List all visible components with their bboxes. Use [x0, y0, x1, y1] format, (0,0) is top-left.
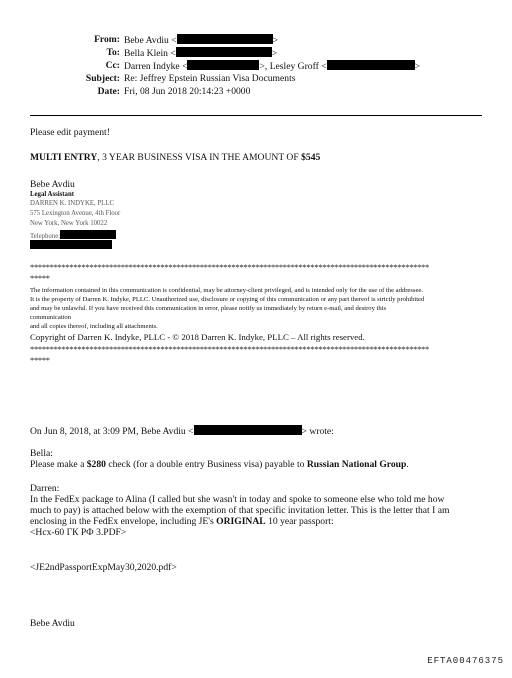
date-value: Fri, 08 Jun 2018 20:14:23 +0000 [124, 86, 251, 97]
disclaimer-line5: and all copies thereof, including all attachments. [30, 323, 158, 330]
redaction-block [187, 60, 259, 70]
original-bold: ORIGINAL [216, 516, 266, 527]
visa-amount: $545 [301, 152, 321, 163]
visa-bold: MULTI ENTRY [30, 152, 98, 163]
quoted-intro: On Jun 8, 2018, at 3:09 PM, Bebe Avdiu < > wrote: [30, 426, 334, 437]
paragraph-line3: enclosing in the FedEx envelope, including JE's ORIGINAL 10 year passport: [30, 516, 334, 527]
redaction-block [60, 230, 116, 239]
payment-instruction: Please make a $280 check (for a double entry Business visa) payable to Russian National Group. [30, 459, 409, 470]
disclaimer-line2: It is the property of Darren K. Indyke, PLLC. Unauthorized use, disclosure or copying of this communication or any part thereof is strictly prohibited [30, 296, 425, 303]
date-label: Date: [97, 86, 120, 97]
disclaimer-line1: The information contained in this communication is confidential, may be attorney-client privileged, and is intended only for the use of the addressee. [30, 287, 423, 294]
redaction-block [30, 240, 112, 249]
greeting-bella: Bella: [30, 448, 53, 459]
from-label: From: [94, 34, 120, 45]
redaction-block [176, 47, 272, 57]
redaction-block [327, 60, 415, 70]
payee-name: Russian National Group [306, 459, 407, 470]
disclaimer-line4: communication [30, 314, 72, 321]
cc-label: Cc: [105, 60, 120, 71]
redaction-block [194, 425, 302, 435]
signature-title: Legal Assistant [30, 191, 74, 198]
disclaimer-line3: and may be unlawful. If you have received this communication in error, please notify us immediately by return e-mail, and destroy this [30, 305, 387, 312]
body-line-edit-payment: Please edit payment! [30, 127, 110, 138]
paragraph-line1: In the FedEx package to Alina (I called but she wasn't in today and spoke to someone else who told me how [30, 494, 445, 505]
subject-value: Re: Jeffrey Epstein Russian Visa Documents [124, 73, 296, 84]
signature-firm: DARREN K. INDYKE, PLLC [30, 200, 115, 207]
paragraph-line2: much to pay) is attached below with the exemption of that specific invitation letter. This is the letter that I am [30, 505, 450, 516]
closing-name: Bebe Avdiu [30, 618, 75, 629]
signature-name: Bebe Avdiu [30, 179, 75, 190]
greeting-darren: Darren: [30, 483, 60, 494]
stars-divider-bottom: ***************************************************************************************************** [30, 344, 429, 354]
signature-telephone: Telephone: [30, 230, 116, 241]
signature-address1: 575 Lexington Avenue, 4th Floor [30, 210, 121, 217]
document-id: EFTA00476375 [427, 656, 504, 666]
payment-amount: $280 [86, 459, 106, 470]
to-value: Bella Klein < [124, 48, 176, 59]
redaction-block [177, 34, 273, 44]
signature-address2: New York, New York 10022 [30, 220, 108, 227]
copyright-line: Copyright of Darren K. Indyke, PLLC - © 2018 Darren K. Indyke, PLLC – All rights reserved. [30, 332, 365, 342]
stars-short-bottom: ***** [30, 355, 50, 365]
stars-short: ***** [30, 273, 50, 283]
from-value: Bebe Avdiu < [124, 35, 177, 46]
subject-label: Subject: [85, 73, 120, 84]
cc-value: Darren Indyke < [124, 61, 188, 72]
body-visa-line: MULTI ENTRY, 3 YEAR BUSINESS VISA IN THE AMOUNT OF $545 [30, 152, 321, 163]
stars-divider: ***************************************************************************************************** [30, 262, 429, 272]
attachment-passport: <JE2ndPassportExpMay30,2020.pdf> [30, 562, 177, 573]
attachment-invitation: <Hcx-60 ГК РФ 3.PDF> [30, 527, 127, 538]
header-divider [30, 115, 482, 116]
to-label: To: [106, 47, 120, 58]
